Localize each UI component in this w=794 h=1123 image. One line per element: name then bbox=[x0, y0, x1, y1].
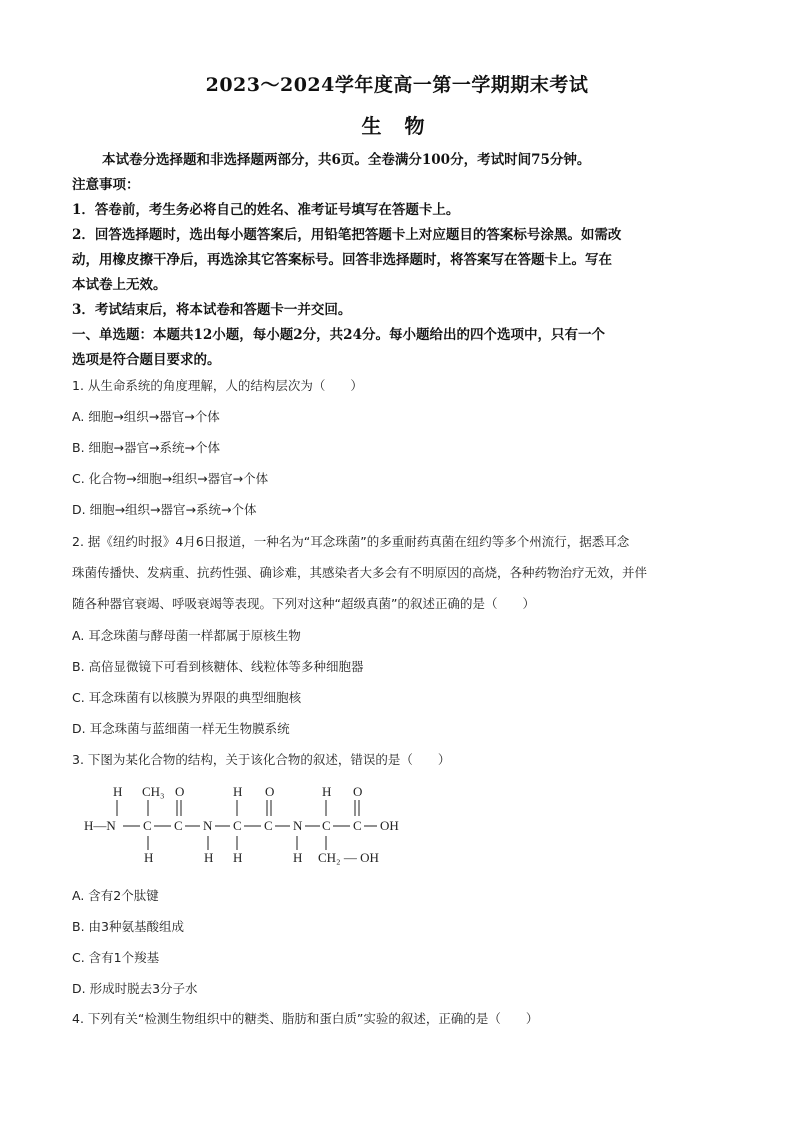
notice-item-2-line-1: 2．回答选择题时，选出每小题答案后，用铅笔把答题卡上对应题目的答案标号涂黑。如需改 bbox=[72, 227, 622, 243]
struct-ch2-oh: CH₂ — OH bbox=[318, 850, 379, 865]
notice-item-2-line-2: 动，用橡皮擦干净后，再选涂其它答案标号。回答非选择题时，将答案写在答题卡上。写在 bbox=[72, 252, 612, 268]
struct-o-top-3: O bbox=[353, 784, 363, 799]
question-1-option-a: A. 细胞→组织→器官→个体 bbox=[72, 409, 220, 424]
question-2-option-b: B. 高倍显微镜下可看到核糖体、线粒体等多种细胞器 bbox=[72, 659, 364, 674]
subject-title: 生 物 bbox=[361, 114, 433, 138]
struct-h-top-3: H bbox=[322, 784, 332, 799]
struct-o-top-1: O bbox=[175, 784, 185, 799]
question-3-stem: 3. 下图为某化合物的结构，关于该化合物的叙述，错误的是（ ） bbox=[72, 752, 451, 767]
notice-item-3: 3．考试结束后，将本试卷和答题卡一并交回。 bbox=[72, 302, 352, 318]
question-2-line-3: 随各种器官衰竭、呼吸衰竭等表现。下列对这种“超级真菌”的叙述正确的是（ ） bbox=[72, 596, 535, 611]
struct-c-2: C bbox=[174, 818, 183, 833]
intro-text: 本试卷分选择题和非选择题两部分，共6页。全卷满分100分，考试时间75分钟。 bbox=[102, 152, 591, 168]
struct-h-bottom-4: H bbox=[293, 850, 303, 865]
question-1-option-c: C. 化合物→细胞→组织→器官→个体 bbox=[72, 471, 269, 486]
struct-h-top-1: H bbox=[113, 784, 123, 799]
question-2-option-d: D. 耳念珠菌与蓝细菌一样无生物膜系统 bbox=[72, 721, 290, 736]
struct-h-n-start: H—N bbox=[84, 818, 116, 833]
question-2-option-c: C. 耳念珠菌有以核膜为界限的典型细胞核 bbox=[72, 690, 302, 705]
section-heading-line-1: 一、单选题：本题共12小题，每小题2分，共24分。每小题给出的四个选项中，只有一个 bbox=[72, 327, 605, 343]
question-2-line-1: 2. 据《纽约时报》4月6日报道，一种名为“耳念珠菌”的多重耐药真菌在纽约等多个州流行，据悉耳念 bbox=[72, 534, 630, 549]
struct-h-top-2: H bbox=[233, 784, 243, 799]
exam-title: 2023～2024学年度高一第一学期期末考试 bbox=[205, 74, 589, 96]
question-4-stem: 4. 下列有关“检测生物组织中的糖类、脂肪和蛋白质”实验的叙述，正确的是（ ） bbox=[72, 1011, 539, 1026]
struct-c-3: C bbox=[233, 818, 242, 833]
question-3-option-c: C. 含有1个羧基 bbox=[72, 950, 160, 965]
question-2-option-a: A. 耳念珠菌与酵母菌一样都属于原核生物 bbox=[72, 628, 301, 643]
struct-h-bottom-1: H bbox=[144, 850, 154, 865]
section-heading-line-2: 选项是符合题目要求的。 bbox=[72, 352, 221, 368]
notice-item-2-line-3: 本试卷上无效。 bbox=[72, 277, 167, 293]
question-3-option-d: D. 形成时脱去3分子水 bbox=[72, 981, 198, 996]
struct-o-top-2: O bbox=[265, 784, 275, 799]
tripeptide-structure-diagram bbox=[80, 780, 410, 870]
struct-h-bottom-2: H bbox=[204, 850, 214, 865]
struct-n-3: N bbox=[293, 818, 303, 833]
question-3-option-a: A. 含有2个肽键 bbox=[72, 888, 159, 903]
notice-item-1: 1．答卷前，考生务必将自己的姓名、准考证号填写在答题卡上。 bbox=[72, 202, 460, 218]
struct-oh: OH bbox=[380, 818, 399, 833]
struct-n-2: N bbox=[203, 818, 213, 833]
struct-c-5: C bbox=[322, 818, 331, 833]
question-2-line-2: 珠菌传播快、发病重、抗药性强、确诊难，其感染者大多会有不明原因的高烧，各种药物治疗无效，并伴 bbox=[72, 565, 648, 580]
struct-ch3: CH₃ bbox=[142, 784, 165, 799]
struct-c-4: C bbox=[264, 818, 273, 833]
struct-c-1: C bbox=[143, 818, 152, 833]
question-3-option-b: B. 由3种氨基酸组成 bbox=[72, 919, 184, 934]
notice-heading: 注意事项： bbox=[72, 177, 140, 193]
struct-c-6: C bbox=[353, 818, 362, 833]
struct-h-bottom-3: H bbox=[233, 850, 243, 865]
question-1-option-b: B. 细胞→器官→系统→个体 bbox=[72, 440, 220, 455]
question-1-option-d: D. 细胞→组织→器官→系统→个体 bbox=[72, 502, 257, 517]
question-1-stem: 1. 从生命系统的角度理解，人的结构层次为（ ） bbox=[72, 378, 363, 393]
